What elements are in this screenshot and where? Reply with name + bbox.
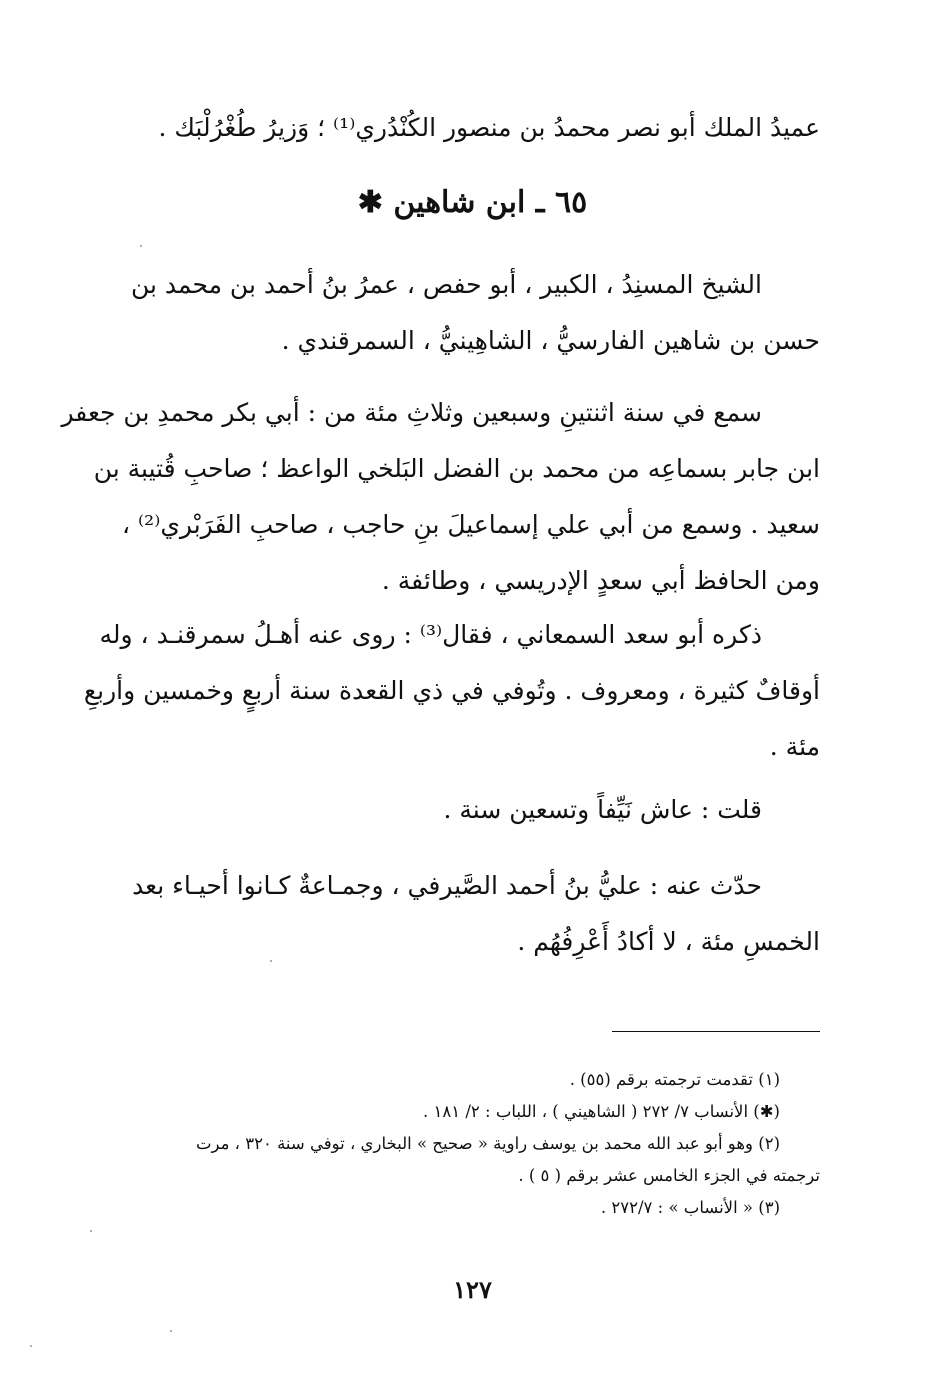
footnote-line: (✱) الأنساب ٧/ ٢٧٢ ( الشاهيني ) ، اللباب : ٢/ ١٨١ . <box>423 1102 780 1121</box>
paragraph-line: الخمسِ مئة ، لا أكادُ أَعْرِفُهُم . <box>517 927 820 956</box>
scan-speck <box>30 1345 32 1347</box>
footnote-separator <box>612 1031 820 1032</box>
footnote-line: (٢) وهو أبو عبد الله محمد بن يوسف راوية « صحيح » البخاري ، توفي سنة ٣٢٠ ، مرت <box>195 1134 780 1153</box>
footnote-line: ترجمته في الجزء الخامس عشر برقم ( ٥ ) . <box>518 1166 820 1185</box>
paragraph-line: قلت : عاش نَيِّفاً وتسعين سنة . <box>443 795 762 824</box>
paragraph-1 <box>130 257 820 369</box>
paragraph-line: ومن الحافظ أبي سعدٍ الإدريسي ، وطائفة . <box>381 566 820 595</box>
paragraph-line: سعيد . وسمع من أبي علي إسماعيلَ بنِ حاجب ، صاحبِ الفَرَبْري⁽²⁾ ، <box>122 510 820 539</box>
paragraph-line: سمع في سنة اثنتينِ وسبعين وثلاثِ مئة من : أبي بكر محمدِ بن جعفر <box>61 398 762 427</box>
scan-speck <box>270 960 272 962</box>
footnote-line: (١) تقدمت ترجمته برقم (٥٥) . <box>569 1070 780 1089</box>
footnote-line: (٣) « الأنساب » : ٢٧٢/٧ . <box>600 1198 780 1217</box>
scan-speck <box>170 1330 172 1332</box>
paragraph-line: أوقافٌ كثيرة ، ومعروف . وتُوفي في ذي القعدة سنة أربعٍ وخمسين وأربعِ <box>83 676 820 705</box>
paragraph-line: ابن جابر بسماعِه من محمد بن الفضل البَلخي الواعظ ؛ صاحبِ قُتيبة بن <box>93 454 820 483</box>
paragraph-4 <box>155 782 820 838</box>
paragraph-line: مئة . <box>769 732 820 761</box>
page-number: ١٢٧ <box>453 1275 492 1304</box>
paragraph-5 <box>132 858 820 970</box>
paragraph-2 <box>61 385 820 609</box>
scan-speck <box>90 1230 92 1232</box>
paragraph-3 <box>83 607 820 775</box>
paragraph-line: الشيخ المسنِدُ ، الكبير ، أبو حفص ، عمرُ بنُ أحمد بن محمد بن <box>130 270 762 299</box>
paragraph-line: ذكره أبو سعد السمعاني ، فقال⁽³⁾ : روى عنه أهـلُ سمرقنـد ، وله <box>99 620 762 649</box>
entry-title: ٦٥ ـ ابن شاهين ✱ <box>357 185 588 220</box>
scan-speck <box>140 245 142 247</box>
paragraph-line: حدّث عنه : عليُّ بنُ أحمد الصَّيرفي ، وجمـاعةٌ كـانوا أحيـاء بعد <box>132 871 762 900</box>
footnotes <box>155 1064 820 1224</box>
paragraph-line: حسن بن شاهين الفارسيُّ ، الشاهِينيُّ ، السمرقندي . <box>281 326 820 355</box>
continuation-line: عميدُ الملك أبو نصر محمدُ بن منصور الكُنْدُري⁽¹⁾ ؛ وَزيرُ طُغْرُلْبَك . <box>158 113 820 142</box>
